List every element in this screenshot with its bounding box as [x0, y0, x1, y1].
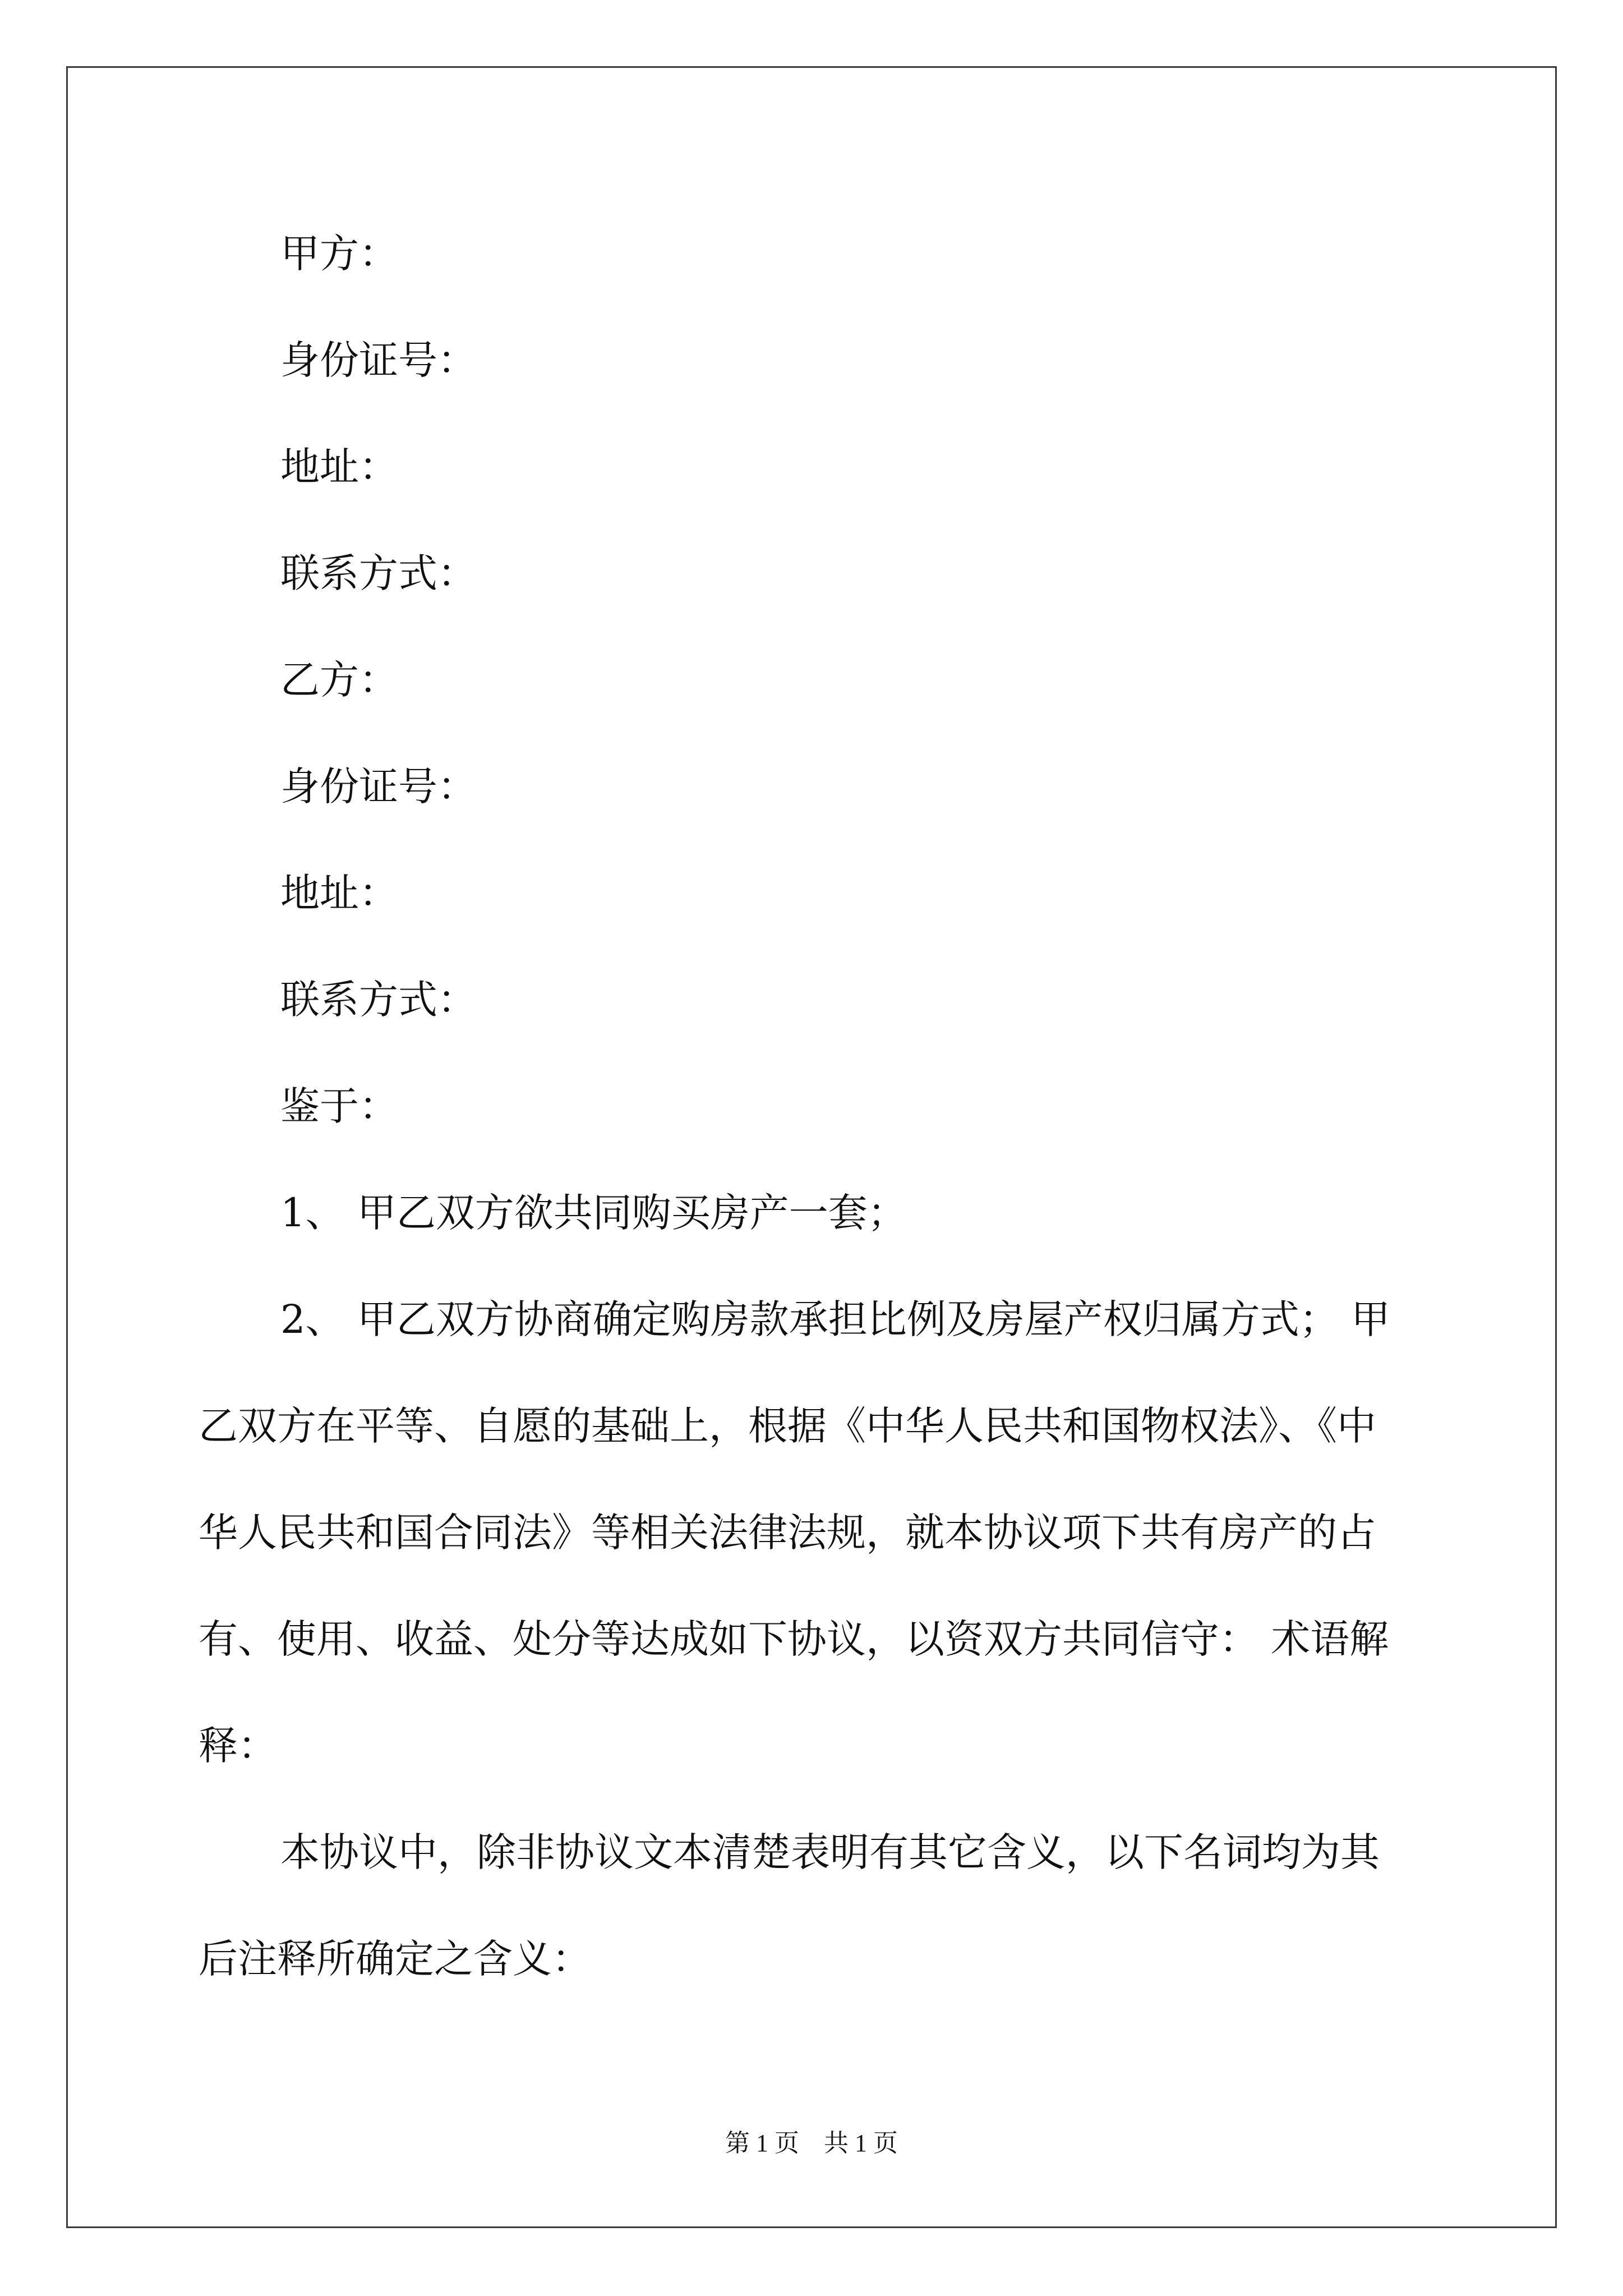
clause-2-line-1: 2、 甲乙双方协商确定购房款承担比例及房屋产权归属方式； 甲: [280, 1296, 1391, 1342]
party-b-id-label: 身份证号：: [280, 763, 477, 809]
clause-2-line-4: 有、使用、收益、处分等达成如下协议，以资双方共同信守： 术语解: [199, 1616, 1389, 1662]
party-a-label: 甲方：: [280, 231, 398, 277]
party-a-address-label: 地址：: [280, 444, 398, 490]
clause-2-line-5: 释：: [199, 1723, 277, 1769]
whereas-label: 鉴于：: [280, 1083, 398, 1129]
definitions-line-1: 本协议中，除非协议文本清楚表明有其它含义，以下名词均为其: [280, 1829, 1380, 1875]
clause-2-line-3: 华人民共和国合同法》等相关法律法规，就本协议项下共有房产的占: [199, 1510, 1376, 1556]
party-b-label: 乙方：: [280, 657, 398, 703]
page-footer: 第 1 页 共 1 页: [725, 2129, 898, 2157]
party-a-contact-label: 联系方式：: [280, 550, 477, 596]
page-border: [66, 66, 1557, 2228]
party-b-address-label: 地址：: [280, 870, 398, 916]
party-a-id-label: 身份证号：: [280, 337, 477, 383]
clause-1: 1、 甲乙双方欲共同购买房产一套；: [280, 1190, 907, 1236]
clause-2-line-2: 乙双方在平等、自愿的基础上，根据《中华人民共和国物权法》、《中: [199, 1403, 1376, 1449]
definitions-line-2: 后注释所确定之含义：: [199, 1936, 591, 1982]
party-b-contact-label: 联系方式：: [280, 977, 477, 1023]
